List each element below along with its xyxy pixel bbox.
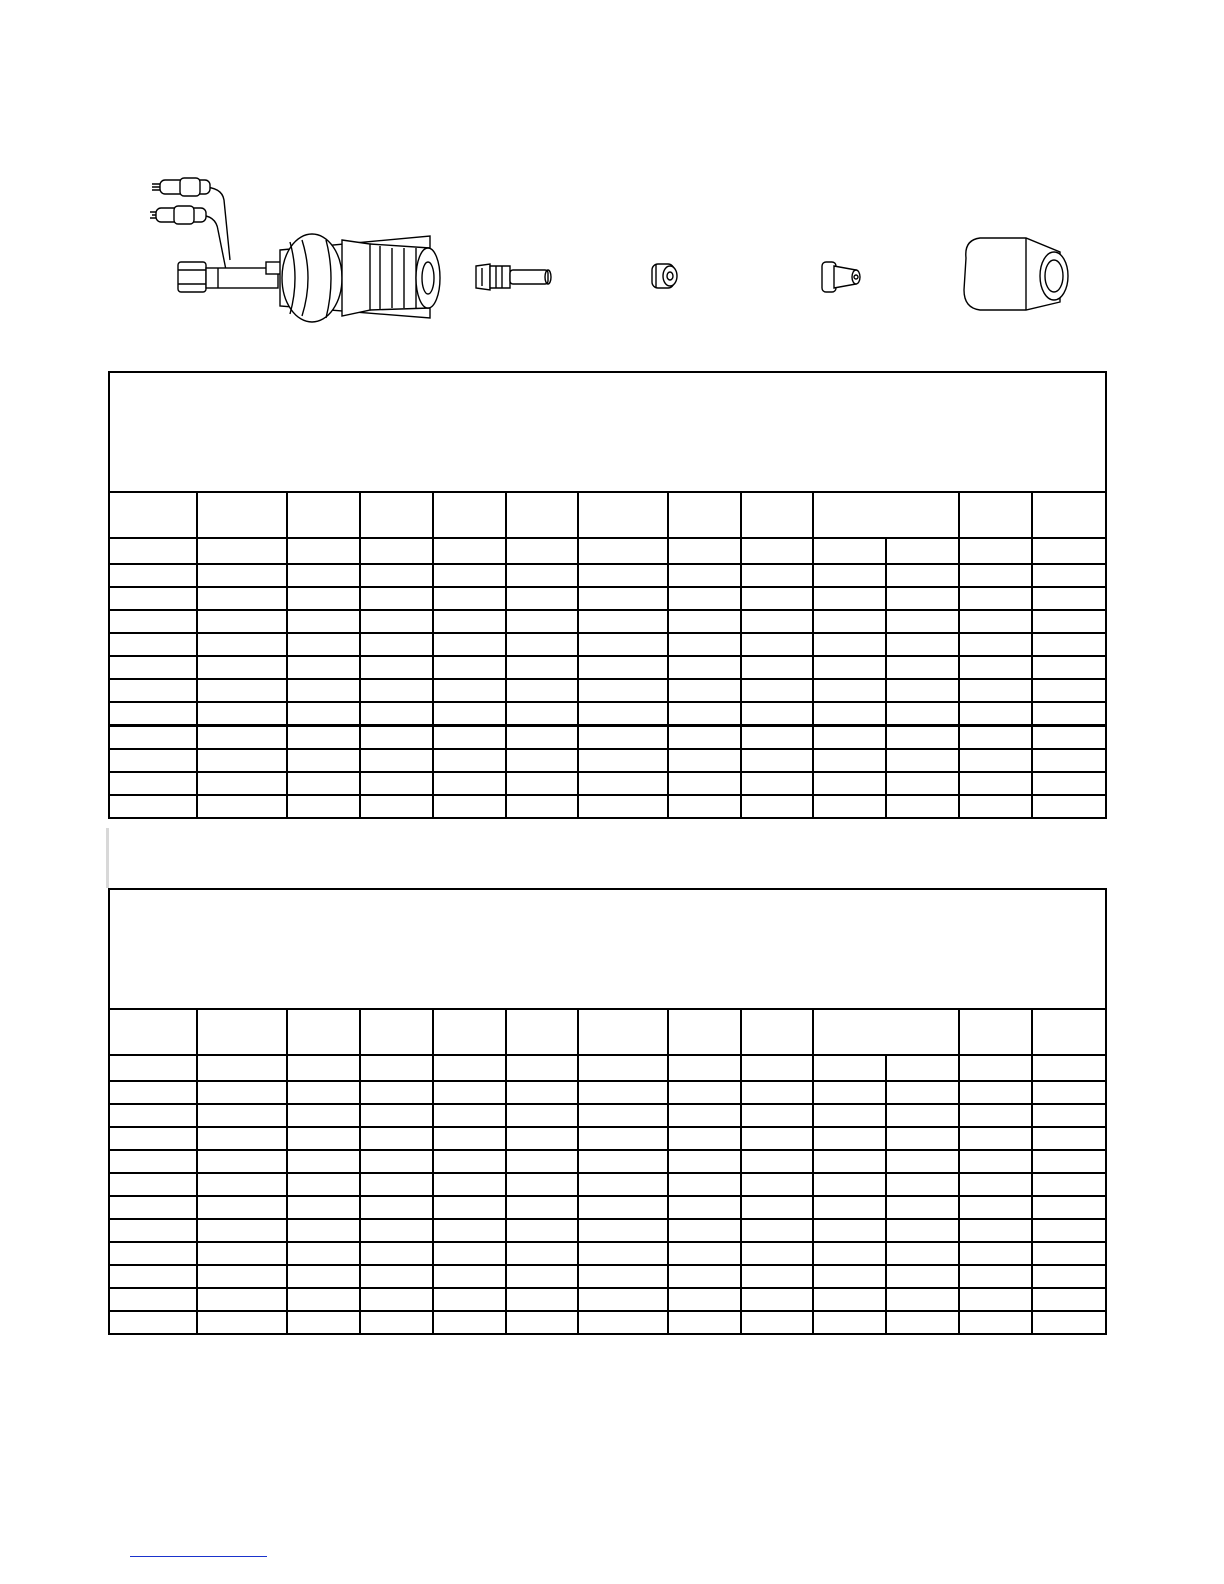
column-header — [360, 1009, 433, 1055]
nozzle-icon — [822, 262, 860, 292]
table-row — [109, 633, 1106, 656]
table-row — [109, 1265, 1106, 1288]
column-header — [197, 1009, 287, 1055]
table-row — [109, 1173, 1106, 1196]
table-row — [109, 1055, 1106, 1081]
column-header — [433, 492, 506, 538]
table-row — [109, 702, 1106, 726]
column-header — [741, 492, 813, 538]
column-header — [668, 492, 741, 538]
column-header — [197, 492, 287, 538]
swirl-ring-icon — [652, 264, 677, 288]
cut-chart-table-2 — [108, 888, 1105, 1335]
table-row — [109, 1288, 1106, 1311]
table-row — [109, 1242, 1106, 1265]
table-row — [109, 587, 1106, 610]
column-header — [287, 1009, 360, 1055]
column-header — [506, 1009, 578, 1055]
column-header — [360, 492, 433, 538]
footer-link[interactable] — [130, 1556, 267, 1557]
torch-body-icon — [150, 178, 440, 322]
column-header — [741, 1009, 813, 1055]
column-header — [287, 492, 360, 538]
torch-parts-illustration — [130, 170, 1110, 330]
column-header — [959, 492, 1032, 538]
column-header — [959, 1009, 1032, 1055]
table-row — [109, 726, 1106, 750]
column-header — [1032, 492, 1106, 538]
column-header-group — [813, 1009, 959, 1055]
cut-chart-table-1 — [108, 371, 1105, 819]
table-title — [109, 889, 1106, 1009]
column-header — [109, 492, 197, 538]
table-row — [109, 1127, 1106, 1150]
table-row — [109, 1311, 1106, 1334]
column-header — [1032, 1009, 1106, 1055]
table-row — [109, 1104, 1106, 1127]
table-row — [109, 610, 1106, 633]
table-title — [109, 372, 1106, 492]
column-header — [578, 492, 668, 538]
table-row — [109, 1081, 1106, 1104]
column-header — [433, 1009, 506, 1055]
table-row — [109, 1150, 1106, 1173]
table-row — [109, 1196, 1106, 1219]
table-row — [109, 679, 1106, 702]
column-header — [668, 1009, 741, 1055]
column-header — [506, 492, 578, 538]
table-row — [109, 656, 1106, 679]
margin-mark — [106, 828, 109, 888]
table-row — [109, 538, 1106, 564]
column-header-group — [813, 492, 959, 538]
table-row — [109, 795, 1106, 818]
column-header — [578, 1009, 668, 1055]
table-row — [109, 772, 1106, 795]
column-header — [109, 1009, 197, 1055]
shield-cap-icon — [964, 238, 1068, 310]
table-row — [109, 749, 1106, 772]
table-row — [109, 564, 1106, 587]
electrode-icon — [476, 264, 551, 290]
table-row — [109, 1219, 1106, 1242]
